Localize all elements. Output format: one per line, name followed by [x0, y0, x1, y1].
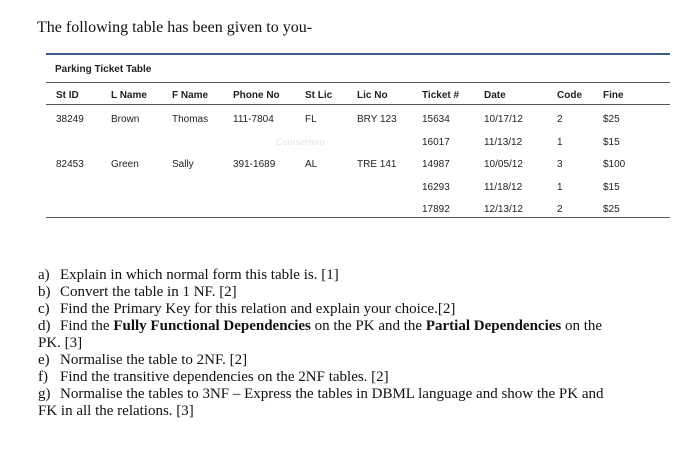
- column-header: Lic No: [357, 90, 388, 101]
- table-cell: 82453: [56, 159, 84, 170]
- column-header: F Name: [172, 90, 209, 101]
- table-cell: Thomas: [172, 114, 209, 125]
- table-top-rule: [46, 53, 670, 55]
- question-text: Find the Primary Key for this relation and explain your choice.[2]: [60, 301, 456, 317]
- table-cell: 111-7804: [233, 114, 274, 125]
- question-label: f): [38, 369, 48, 385]
- question-text: [60, 318, 678, 335]
- table-cell: 12/13/12: [484, 204, 523, 215]
- watermark: CourseHero: [276, 137, 325, 147]
- table-cell: $15: [603, 137, 620, 148]
- question-label: d): [38, 318, 51, 334]
- column-header: Fine: [603, 90, 624, 101]
- column-header: Phone No: [233, 90, 280, 101]
- question-text-part: on the: [561, 318, 603, 334]
- question-label: c): [38, 301, 50, 317]
- table-cell: 2: [557, 114, 563, 125]
- table-cell: 16017: [422, 137, 450, 148]
- table-cell: 1: [557, 137, 563, 148]
- table-cell: $25: [603, 114, 620, 125]
- table-title: Parking Ticket Table: [55, 64, 152, 75]
- question-text: Normalise the table to 2NF. [2]: [60, 352, 248, 368]
- column-header: St ID: [56, 90, 79, 101]
- table-cell: 1: [557, 182, 563, 193]
- header-bottom-rule: [46, 104, 670, 105]
- header-top-rule: [46, 82, 670, 83]
- question-a: [38, 267, 678, 284]
- column-header: Date: [484, 90, 506, 101]
- question-label: e): [38, 352, 50, 368]
- question-d: [38, 318, 678, 335]
- table-cell: Sally: [172, 159, 194, 170]
- question-d-continuation: PK. [3]: [38, 335, 83, 351]
- bold-term-partial: Partial Dependencies: [425, 318, 562, 334]
- table-cell: Green: [111, 159, 139, 170]
- question-c: [38, 301, 678, 318]
- bold-term-fully-functional: Fully Functional Dependencies: [113, 318, 311, 334]
- table-cell: $15: [603, 182, 620, 193]
- column-header: Ticket #: [422, 90, 460, 101]
- table-cell: $100: [603, 159, 626, 170]
- question-g: [38, 386, 678, 403]
- question-list: [38, 267, 678, 420]
- question-text: Normalise the tables to 3NF – Express the tables in DBML language and show the PK and: [60, 386, 604, 402]
- table-cell: 2: [557, 204, 563, 215]
- table-cell: Brown: [111, 114, 140, 125]
- intro-text: The following table has been given to you-: [37, 19, 313, 36]
- table-cell: 3: [557, 159, 563, 170]
- table-cell: TRE 141: [357, 159, 397, 170]
- table-cell: BRY 123: [357, 114, 397, 125]
- table-cell: 11/18/12: [484, 182, 523, 193]
- table-bottom-rule: [46, 217, 670, 218]
- table-cell: 15634: [422, 114, 450, 125]
- column-header: L Name: [111, 90, 147, 101]
- table-cell: 16293: [422, 182, 450, 193]
- table-cell: 391-1689: [233, 159, 276, 170]
- question-label: b): [38, 284, 51, 300]
- table-cell: 17892: [422, 204, 450, 215]
- table-cell: 14987: [422, 159, 450, 170]
- question-b: [38, 284, 678, 301]
- question-label: a): [38, 267, 50, 283]
- question-text: Convert the table in 1 NF. [2]: [60, 284, 237, 300]
- question-text-part: on the PK and the: [310, 318, 426, 334]
- question-g-continuation: FK in all the relations. [3]: [38, 403, 194, 419]
- question-label: g): [38, 386, 51, 402]
- column-header: Code: [557, 90, 582, 101]
- parking-ticket-table: [46, 53, 670, 218]
- question-text-part: Find the: [60, 318, 114, 334]
- table-cell: $25: [603, 204, 620, 215]
- table-cell: 38249: [56, 114, 84, 125]
- column-header: St Lic: [305, 90, 333, 101]
- table-cell: 10/05/12: [484, 159, 523, 170]
- table-cell: AL: [305, 159, 318, 170]
- question-e: [38, 352, 678, 369]
- table-cell: 11/13/12: [484, 137, 523, 148]
- table-cell: FL: [305, 114, 317, 125]
- table-cell: 10/17/12: [484, 114, 523, 125]
- question-f: [38, 369, 678, 386]
- question-text: Find the transitive dependencies on the 2NF tables. [2]: [60, 369, 389, 385]
- question-text: Explain in which normal form this table is. [1]: [60, 267, 339, 283]
